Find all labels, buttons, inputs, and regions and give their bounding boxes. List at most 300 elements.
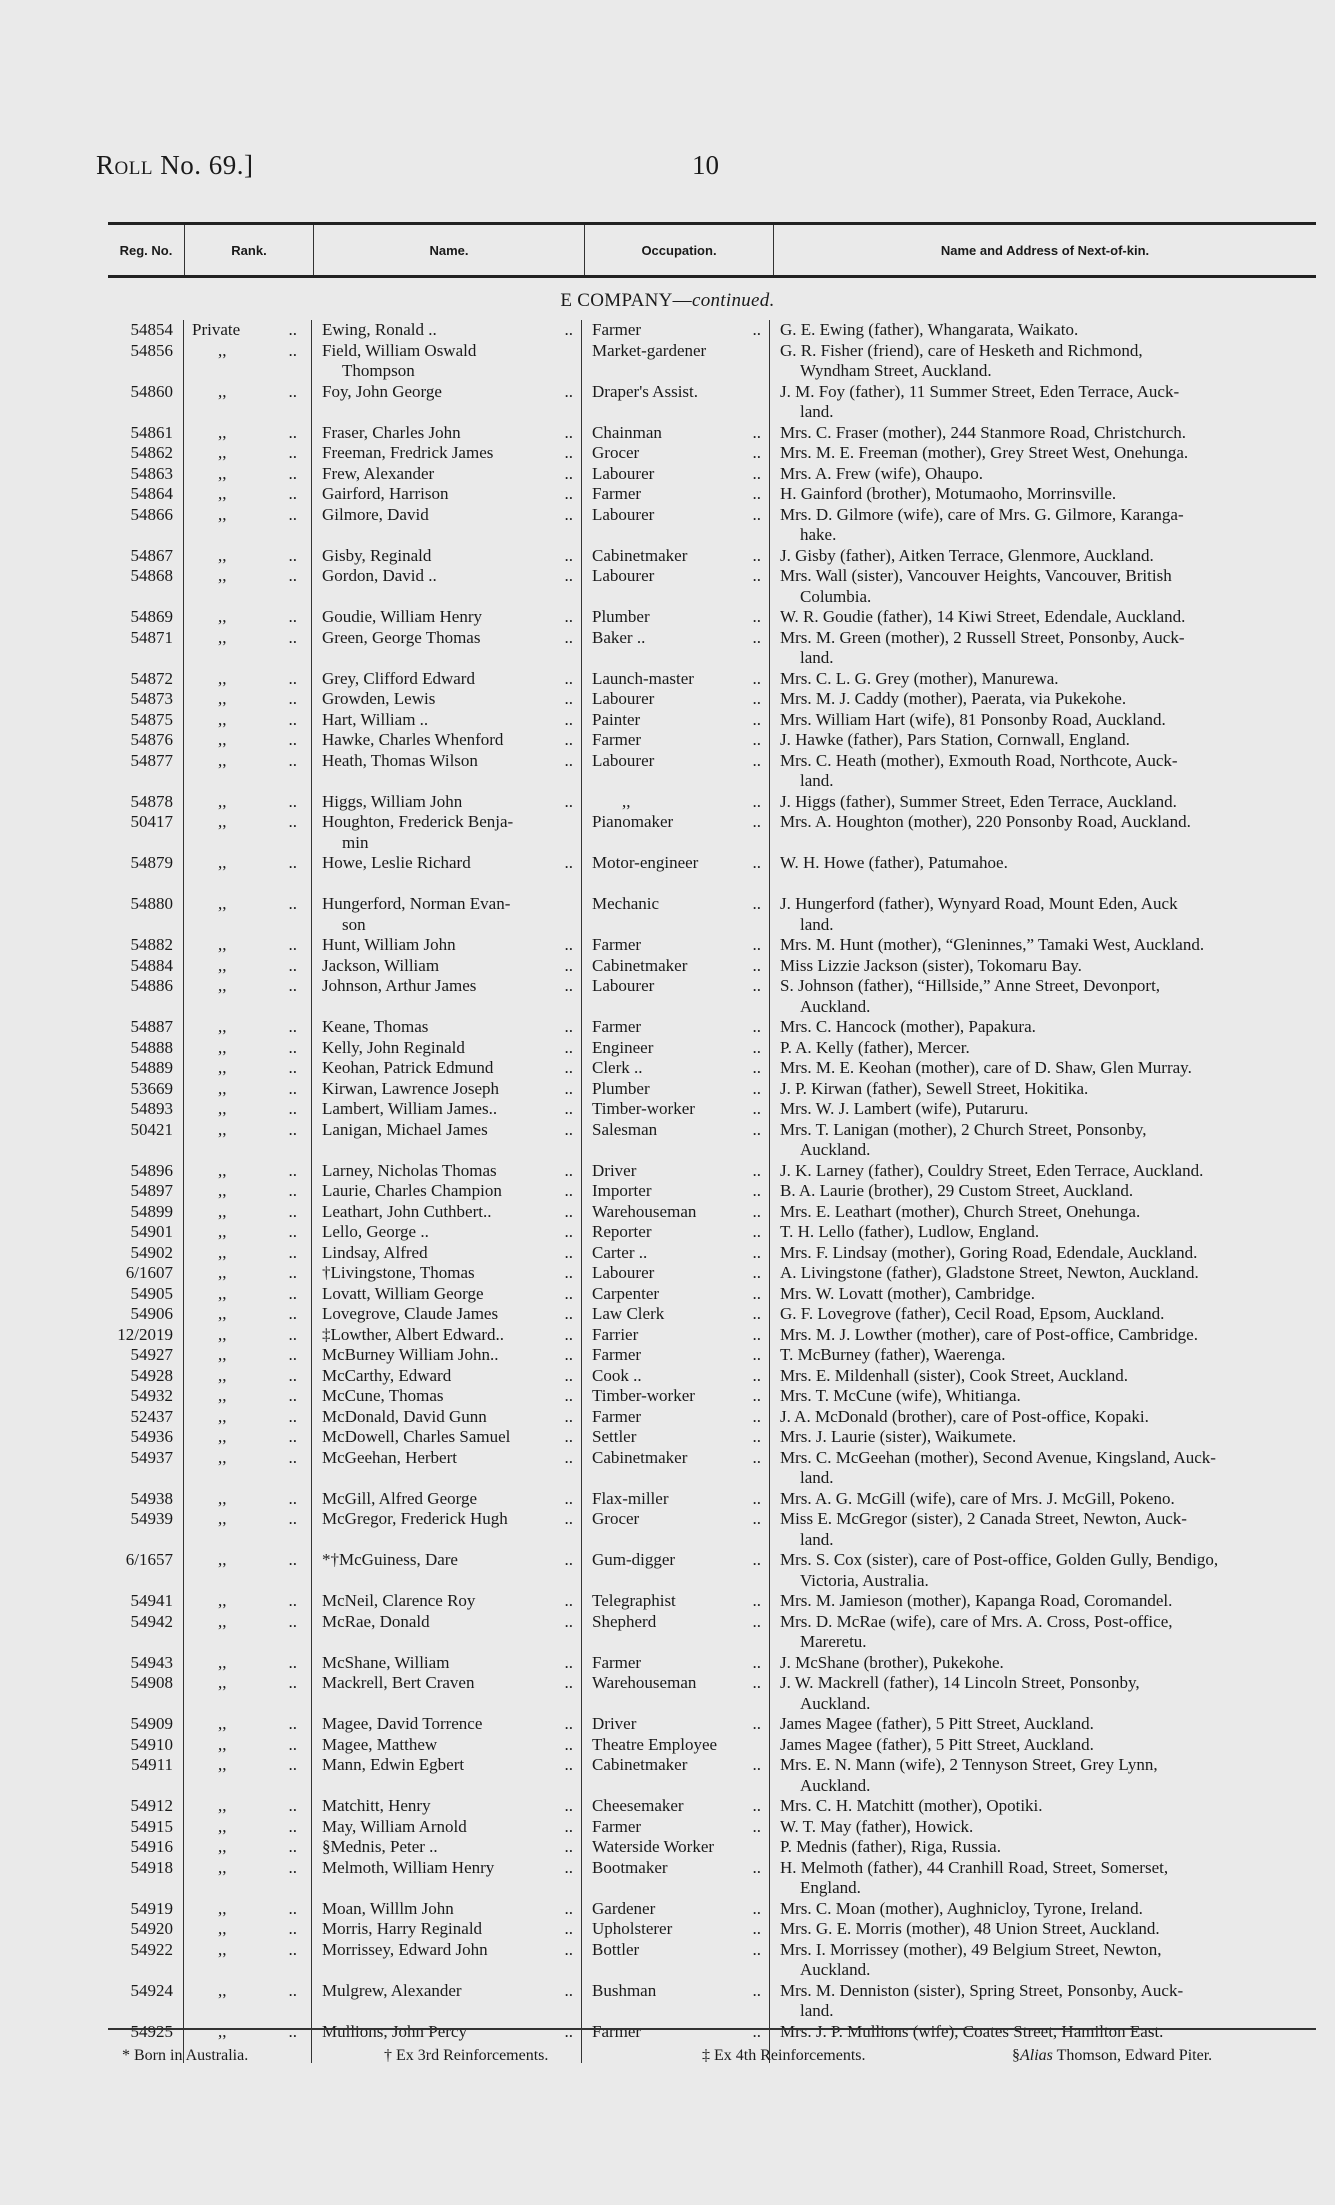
footnote-mark: ‡ [702, 2047, 710, 2064]
rank-value: ,, [218, 1078, 227, 1098]
rank [184, 505, 312, 546]
name-text: Melmoth, William Henry [322, 1857, 495, 1877]
reg-no: 54920 [108, 1919, 184, 1940]
next-of-kin-text: Miss E. McGregor (sister), 2 Canada Street, Newton, Auck- [780, 1509, 1187, 1528]
next-of-kin-continuation: land. [800, 771, 834, 790]
next-of-kin-continuation: land. [800, 914, 834, 934]
soldier-name [312, 935, 582, 956]
occupation-text: Labourer [592, 504, 655, 524]
footnote-born-australia [122, 2047, 248, 2065]
occupation [582, 1161, 770, 1182]
leader-dots: .. [564, 1939, 573, 1959]
soldier-name [312, 669, 582, 690]
soldier-name [312, 382, 582, 423]
leader-dots: .. [564, 1324, 573, 1344]
leader-dots: .. [752, 545, 761, 565]
name-text: §Mednis, Peter .. [322, 1837, 438, 1856]
leader-dots: .. [288, 1734, 297, 1754]
name-text: McGregor, Frederick Hugh [322, 1509, 508, 1528]
leader-dots: .. [288, 730, 297, 749]
rank [184, 935, 312, 956]
rank [184, 1058, 312, 1079]
rank [184, 1243, 312, 1264]
column-header-name: Name. [314, 225, 585, 275]
table-row [108, 1161, 1316, 1182]
leader-dots: .. [564, 1037, 573, 1057]
name-text: Green, George Thomas [322, 627, 481, 647]
leader-dots: .. [288, 1201, 297, 1221]
rank [184, 320, 312, 341]
leader-dots: .. [288, 668, 297, 688]
next-of-kin-text: J. M. Foy (father), 11 Summer Street, Eden Terrace, Auck- [780, 381, 1180, 401]
table-row [108, 505, 1316, 546]
reg-no: 54936 [108, 1427, 184, 1448]
leader-dots: .. [288, 1755, 297, 1774]
leader-dots: .. [288, 1796, 297, 1815]
next-of-kin-continuation: land. [800, 648, 834, 667]
column-header-next-of-kin: Name and Address of Next-of-kin. [940, 242, 1150, 258]
leader-dots: .. [288, 1160, 297, 1180]
occupation [582, 1509, 770, 1550]
next-of-kin [770, 853, 1316, 874]
table-row [108, 853, 1316, 874]
occupation-text: Labourer [592, 750, 655, 770]
soldier-name [312, 1940, 582, 1981]
name-text: Field, William Oswald [322, 340, 477, 360]
next-of-kin-text: James Magee (father), 5 Pitt Street, Auckland. [780, 1734, 1094, 1754]
leader-dots: .. [288, 976, 297, 995]
leader-dots: .. [564, 422, 573, 442]
next-of-kin-continuation: hake. [800, 525, 837, 544]
leader-dots: .. [288, 935, 297, 954]
occupation [582, 566, 770, 607]
leader-dots: .. [288, 1324, 297, 1344]
occupation-text: Bootmaker [592, 1857, 668, 1877]
next-of-kin [770, 1284, 1316, 1305]
leader-dots: .. [288, 1181, 297, 1200]
leader-dots: .. [288, 1837, 297, 1856]
column-header-rank: Rank. [185, 225, 314, 275]
leader-dots: .. [564, 1078, 573, 1098]
spacer-cell [312, 874, 582, 895]
next-of-kin-text: G. R. Fisher (friend), care of Hesketh and Richmond, [780, 340, 1143, 360]
rank-value: ,, [218, 1734, 227, 1754]
table-row [108, 1386, 1316, 1407]
rank-value: ,, [218, 1611, 227, 1631]
leader-dots: .. [752, 484, 761, 503]
leader-dots: .. [752, 689, 761, 708]
rank-value: ,, [218, 1222, 227, 1241]
rank [184, 1714, 312, 1735]
soldier-name [312, 1243, 582, 1264]
table-row [108, 2022, 1316, 2043]
table-row [108, 1448, 1316, 1489]
occupation [582, 1673, 770, 1714]
leader-dots: .. [752, 422, 761, 442]
reg-no: 6/1607 [108, 1263, 184, 1284]
rank [184, 1079, 312, 1100]
leader-dots: .. [564, 1919, 573, 1938]
table-row [108, 1058, 1316, 1079]
leader-dots: .. [564, 1386, 573, 1405]
name-text: Lovatt, William George [322, 1283, 484, 1303]
leader-dots: .. [752, 1058, 761, 1077]
next-of-kin-text: A. Livingstone (father), Gladstone Street, Newton, Auckland. [780, 1263, 1199, 1282]
name-text: Keane, Thomas [322, 1017, 429, 1036]
occupation-text: Farmer [592, 1345, 642, 1364]
soldier-name [312, 443, 582, 464]
reg-no: 54893 [108, 1099, 184, 1120]
rank-value: ,, [218, 484, 227, 503]
leader-dots: .. [752, 750, 761, 770]
rank [184, 1345, 312, 1366]
leader-dots: .. [564, 607, 573, 626]
occupation [582, 1222, 770, 1243]
rank-value: ,, [218, 504, 227, 524]
name-text: Mullions, John Percy [322, 2021, 467, 2041]
table-row [108, 1120, 1316, 1161]
soldier-name [312, 607, 582, 628]
name-text: McGeehan, Herbert [322, 1447, 457, 1467]
occupation-text: Cook .. [592, 1365, 642, 1385]
occupation [582, 1386, 770, 1407]
spacer-cell [582, 874, 770, 895]
soldier-name [312, 1981, 582, 2022]
reg-no: 54906 [108, 1304, 184, 1325]
soldier-name [312, 464, 582, 485]
next-of-kin [770, 1079, 1316, 1100]
next-of-kin [770, 423, 1316, 444]
table-row [108, 1304, 1316, 1325]
name-text: Growden, Lewis [322, 689, 436, 708]
occupation [582, 1243, 770, 1264]
rank-value: ,, [218, 627, 227, 647]
leader-dots: .. [288, 1037, 297, 1057]
leader-dots: .. [564, 1242, 573, 1262]
name-text: McDowell, Charles Samuel [322, 1427, 511, 1446]
next-of-kin [770, 1181, 1316, 1202]
rank [184, 812, 312, 853]
leader-dots: .. [288, 566, 297, 585]
table-row [108, 710, 1316, 731]
footnote-mark: § [1012, 2047, 1020, 2064]
occupation-text: Cabinetmaker [592, 1447, 688, 1467]
reg-no: 54882 [108, 935, 184, 956]
reg-no: 54869 [108, 607, 184, 628]
occupation-text: Farmer [592, 1017, 642, 1036]
soldier-name [312, 1202, 582, 1223]
reg-no: 54875 [108, 710, 184, 731]
leader-dots: .. [288, 1242, 297, 1262]
rank-value: ,, [218, 750, 227, 770]
table-row [108, 669, 1316, 690]
leader-dots: .. [288, 320, 297, 339]
leader-dots: .. [564, 1673, 573, 1692]
next-of-kin-text: P. Mednis (father), Riga, Russia. [780, 1837, 1001, 1856]
occupation-text: Law Clerk [592, 1304, 665, 1323]
soldier-name [312, 710, 582, 731]
next-of-kin [770, 341, 1316, 382]
occupation [582, 792, 770, 813]
leader-dots: .. [288, 1550, 297, 1569]
leader-dots: .. [752, 935, 761, 954]
name-text: Ewing, Ronald .. [322, 320, 437, 339]
soldier-name [312, 1366, 582, 1387]
leader-dots: .. [288, 381, 297, 401]
rank-value: ,, [218, 1324, 227, 1344]
leader-dots: .. [564, 1734, 573, 1754]
leader-dots: .. [288, 340, 297, 360]
table-row [108, 1284, 1316, 1305]
leader-dots: .. [288, 1304, 297, 1323]
leader-dots: .. [564, 1509, 573, 1528]
leader-dots: .. [288, 689, 297, 708]
rank [184, 1673, 312, 1714]
roll-prefix: Roll [96, 150, 153, 180]
leader-dots: .. [752, 668, 761, 688]
leader-dots: .. [288, 853, 297, 872]
soldier-name [312, 1714, 582, 1735]
occupation-text: Cabinetmaker [592, 545, 688, 565]
section-title [0, 290, 1335, 312]
rank-value: ,, [218, 853, 227, 872]
rank-value: ,, [218, 1160, 227, 1180]
rank [184, 1653, 312, 1674]
rank-value: ,, [218, 1652, 227, 1672]
occupation-text: Farmer [592, 1652, 642, 1672]
occupation [582, 423, 770, 444]
next-of-kin-text: James Magee (father), 5 Pitt Street, Auckland. [780, 1714, 1094, 1733]
footnote-alias-label: Alias [1020, 2047, 1053, 2064]
occupation-text: ,, [622, 791, 631, 811]
leader-dots: .. [752, 894, 761, 913]
occupation [582, 1817, 770, 1838]
next-of-kin-text: W. T. May (father), Howick. [780, 1816, 974, 1836]
next-of-kin-text: Mrs. M. Green (mother), 2 Russell Street, Ponsonby, Auck- [780, 627, 1185, 647]
rank-value: ,, [218, 1714, 227, 1733]
reg-no: 53669 [108, 1079, 184, 1100]
rank [184, 546, 312, 567]
occupation [582, 1345, 770, 1366]
occupation [582, 1940, 770, 1981]
rank-value: ,, [218, 709, 227, 729]
leader-dots: .. [752, 1119, 761, 1139]
rank-value: ,, [218, 545, 227, 565]
soldier-name [312, 628, 582, 669]
leader-dots: .. [564, 1283, 573, 1303]
soldier-name [312, 1181, 582, 1202]
leader-dots: .. [752, 566, 761, 585]
occupation [582, 1653, 770, 1674]
leader-dots: .. [752, 1345, 761, 1364]
rank [184, 1817, 312, 1838]
next-of-kin [770, 1653, 1316, 1674]
rank-value: ,, [218, 1898, 227, 1918]
table-row [108, 812, 1316, 853]
footnote-alias [1012, 2047, 1212, 2065]
rank [184, 1366, 312, 1387]
soldier-name [312, 1591, 582, 1612]
rank-value: ,, [218, 422, 227, 442]
leader-dots: .. [752, 853, 761, 872]
row-spacer [108, 874, 1316, 895]
rank [184, 607, 312, 628]
soldier-name [312, 1509, 582, 1550]
occupation [582, 1612, 770, 1653]
table-row [108, 382, 1316, 423]
next-of-kin-text: Mrs. M. Hunt (mother), “Gleninnes,” Tamaki West, Auckland. [780, 935, 1205, 954]
rank [184, 1612, 312, 1653]
soldier-name [312, 1489, 582, 1510]
reg-no: 54872 [108, 669, 184, 690]
soldier-name [312, 2022, 582, 2043]
table-row [108, 1817, 1316, 1838]
table-row [108, 1263, 1316, 1284]
rank [184, 1386, 312, 1407]
leader-dots: .. [564, 935, 573, 954]
leader-dots: .. [288, 484, 297, 503]
next-of-kin-text: Mrs. C. Fraser (mother), 244 Stanmore Road, Christchurch. [780, 422, 1187, 442]
soldier-name [312, 1284, 582, 1305]
leader-dots: .. [288, 1406, 297, 1426]
leader-dots: .. [752, 976, 761, 995]
next-of-kin [770, 464, 1316, 485]
next-of-kin [770, 628, 1316, 669]
occupation [582, 710, 770, 731]
name-text: Larney, Nicholas Thomas [322, 1160, 497, 1180]
occupation [582, 1796, 770, 1817]
table-row [108, 1038, 1316, 1059]
leader-dots: .. [564, 668, 573, 688]
rank-value: ,, [218, 1242, 227, 1262]
next-of-kin-continuation: Auckland. [800, 1960, 871, 1979]
leader-dots: .. [564, 1816, 573, 1836]
occupation [582, 1981, 770, 2022]
soldier-name [312, 1407, 582, 1428]
leader-dots: .. [288, 1652, 297, 1672]
occupation [582, 341, 770, 382]
soldier-name [312, 792, 582, 813]
next-of-kin [770, 1612, 1316, 1653]
reg-no: 54902 [108, 1243, 184, 1264]
next-of-kin-continuation: England. [800, 1878, 861, 1897]
leader-dots: .. [752, 1017, 761, 1036]
occupation-text: Farmer [592, 2021, 642, 2041]
occupation-text: Cabinetmaker [592, 1755, 688, 1774]
reg-no: 54877 [108, 751, 184, 792]
leader-dots: .. [288, 1714, 297, 1733]
reg-no: 54854 [108, 320, 184, 341]
leader-dots: .. [564, 1181, 573, 1200]
next-of-kin-text: J. Gisby (father), Aitken Terrace, Glenmore, Auckland. [780, 545, 1154, 565]
name-text: *†McGuiness, Dare [322, 1550, 458, 1569]
leader-dots: .. [752, 812, 761, 831]
leader-dots: .. [564, 463, 573, 483]
next-of-kin [770, 1591, 1316, 1612]
name-text: Morris, Harry Reginald [322, 1919, 483, 1938]
reg-no: 52437 [108, 1407, 184, 1428]
soldier-name [312, 1899, 582, 1920]
leader-dots: .. [752, 1304, 761, 1323]
next-of-kin [770, 2022, 1316, 2043]
reg-no: 54941 [108, 1591, 184, 1612]
next-of-kin-text: Mrs. William Hart (wife), 81 Ponsonby Road, Auckland. [780, 709, 1166, 729]
leader-dots: .. [564, 566, 573, 585]
name-text: McDonald, David Gunn [322, 1406, 487, 1426]
spacer-cell [108, 874, 184, 895]
leader-dots: .. [288, 1488, 297, 1508]
leader-dots: .. [288, 812, 297, 831]
leader-dots: .. [288, 750, 297, 770]
next-of-kin [770, 956, 1316, 977]
next-of-kin-text: Mrs. E. N. Mann (wife), 2 Tennyson Street, Grey Lynn, [780, 1755, 1158, 1774]
leader-dots: .. [288, 422, 297, 442]
name-continuation: son [342, 914, 366, 934]
leader-dots: .. [564, 1796, 573, 1815]
occupation-text: Shepherd [592, 1611, 657, 1631]
table-row [108, 443, 1316, 464]
leader-dots: .. [288, 894, 297, 913]
leader-dots: .. [564, 1488, 573, 1508]
name-text: Magee, Matthew [322, 1734, 438, 1754]
reg-no: 54888 [108, 1038, 184, 1059]
next-of-kin-text: T. McBurney (father), Waerenga. [780, 1345, 1006, 1364]
soldier-name [312, 1612, 582, 1653]
reg-no: 54878 [108, 792, 184, 813]
next-of-kin-text: Mrs. A. Houghton (mother), 220 Ponsonby Road, Auckland. [780, 812, 1191, 831]
soldier-name [312, 1858, 582, 1899]
next-of-kin-continuation: Auckland. [800, 1140, 871, 1159]
leader-dots: .. [288, 1980, 297, 2000]
occupation [582, 1304, 770, 1325]
rank-value: ,, [218, 1058, 227, 1077]
leader-dots: .. [752, 1796, 761, 1815]
name-text: Gairford, Harrison [322, 484, 449, 503]
occupation [582, 1591, 770, 1612]
rank-value: ,, [218, 1816, 227, 1836]
reg-no: 6/1657 [108, 1550, 184, 1591]
leader-dots: .. [288, 1017, 297, 1036]
leader-dots: .. [752, 1386, 761, 1405]
occupation-text: Draper's Assist. [592, 381, 699, 401]
leader-dots: .. [288, 791, 297, 811]
name-text: †Livingstone, Thomas [322, 1263, 475, 1282]
leader-dots: .. [564, 484, 573, 503]
rank [184, 689, 312, 710]
next-of-kin-text: Mrs. A. G. McGill (wife), care of Mrs. J. McGill, Pokeno. [780, 1488, 1175, 1508]
occupation [582, 976, 770, 1017]
soldier-name [312, 505, 582, 546]
occupation-text: Driver [592, 1714, 637, 1733]
rank-value: ,, [218, 1857, 227, 1877]
table-row [108, 1181, 1316, 1202]
next-of-kin [770, 894, 1316, 935]
occupation [582, 853, 770, 874]
roll-label [96, 150, 253, 181]
next-of-kin [770, 1222, 1316, 1243]
name-text: Foy, John George [322, 381, 442, 401]
table-row [108, 1858, 1316, 1899]
rank-value: ,, [218, 566, 227, 585]
table-row [108, 1366, 1316, 1387]
leader-dots: .. [752, 1755, 761, 1774]
next-of-kin-text: B. A. Laurie (brother), 29 Custom Street, Auckland. [780, 1181, 1134, 1200]
occupation-text: Cabinetmaker [592, 955, 688, 975]
soldier-name [312, 1263, 582, 1284]
next-of-kin [770, 1243, 1316, 1264]
leader-dots: .. [752, 1898, 761, 1918]
leader-dots: .. [288, 1222, 297, 1241]
